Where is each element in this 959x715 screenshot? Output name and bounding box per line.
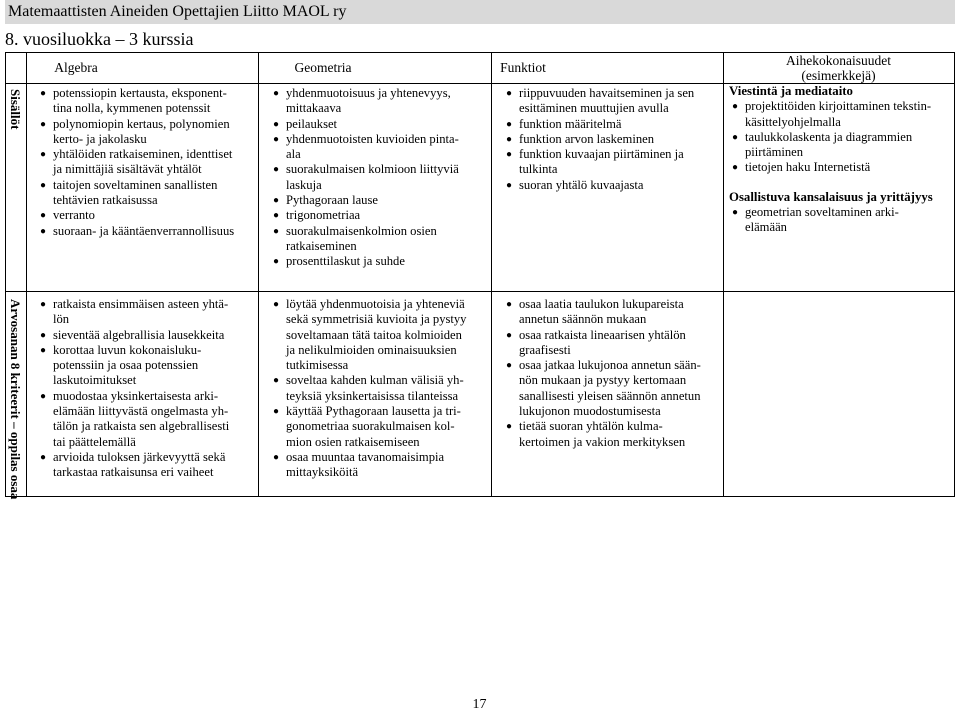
themes-header-line2: (esimerkkejä) bbox=[801, 68, 876, 83]
list-item bbox=[37, 178, 257, 209]
table-bottom-border bbox=[5, 496, 955, 497]
list-item bbox=[503, 358, 723, 419]
list-item bbox=[37, 117, 257, 148]
list-item bbox=[37, 389, 257, 450]
list-item bbox=[37, 328, 257, 343]
list-item bbox=[270, 117, 490, 132]
bullet-list bbox=[503, 297, 723, 450]
bullet-icon: ● bbox=[272, 210, 280, 222]
list-item-line: sieventää algebrallisia lausekkeita bbox=[53, 327, 225, 342]
list-item-line: funktion kuvaajan piirtäminen ja bbox=[519, 147, 684, 162]
list-item-line: osaa muuntaa tavanomaisimpia bbox=[286, 449, 445, 464]
list-item-line: nön mukaan ja pystyy kertomaan bbox=[519, 373, 687, 388]
bullet-icon: ● bbox=[272, 451, 280, 463]
bullet-icon: ● bbox=[272, 256, 280, 268]
bullet-list bbox=[503, 86, 723, 193]
criteria-functions-cell bbox=[503, 297, 723, 450]
list-item-line: tai päättelemällä bbox=[53, 434, 136, 449]
list-item-line: löytää yhdenmuotoisia ja yhteneviä bbox=[286, 297, 465, 311]
list-item-line: gonometriaa suorakulmaisen kol- bbox=[286, 419, 455, 434]
list-item-line: mittayksiköitä bbox=[286, 465, 359, 480]
bullet-icon: ● bbox=[272, 375, 280, 387]
list-item-line: funktion arvon laskeminen bbox=[519, 131, 655, 146]
list-item-line: ratkaista ensimmäisen asteen yhtä- bbox=[53, 297, 229, 311]
list-item-line: verranto bbox=[53, 208, 95, 223]
content-geometry-cell bbox=[270, 86, 490, 270]
list-item-line: graafisesti bbox=[519, 342, 571, 357]
list-item-line: esittäminen muuttujien avulla bbox=[519, 101, 669, 116]
list-item-line: mittakaava bbox=[286, 101, 342, 116]
bullet-icon: ● bbox=[39, 118, 47, 130]
list-item-line: kerto- ja jakolasku bbox=[53, 131, 147, 146]
bullet-icon: ● bbox=[272, 406, 280, 418]
list-item bbox=[270, 373, 490, 404]
list-item-line: prosenttilaskut ja suhde bbox=[286, 254, 405, 269]
list-item-line: elämään bbox=[745, 220, 787, 235]
list-item-line: tälön ja ratkaista sen algebrallisesti bbox=[53, 419, 230, 434]
list-item bbox=[270, 404, 490, 450]
column-header-functions: Funktiot bbox=[500, 60, 546, 75]
list-item-line: korottaa luvun kokonaisluku- bbox=[53, 342, 202, 357]
list-item-line: tarkastaa ratkaisunsa eri vaiheet bbox=[53, 465, 214, 480]
column-header-algebra: Algebra bbox=[54, 60, 98, 75]
media-literacy-heading: Viestintä ja mediataito bbox=[729, 84, 853, 98]
functions-column-divider bbox=[723, 52, 724, 497]
list-item-line: lön bbox=[53, 312, 70, 327]
organization-name: Matemaattisten Aineiden Opettajien Liitto MAOL ry bbox=[8, 3, 347, 20]
citizenship-heading: Osallistuva kansalaisuus ja yrittäjyys bbox=[729, 189, 933, 204]
list-item-line: funktion määritelmä bbox=[519, 116, 622, 131]
list-item-line: yhtälöiden ratkaiseminen, identtiset bbox=[53, 147, 233, 162]
list-item-line: osaa jatkaa lukujonoa annetun sään- bbox=[519, 358, 701, 373]
list-item-line: potenssiopin kertausta, eksponent- bbox=[53, 86, 227, 100]
list-item bbox=[270, 132, 490, 163]
list-item-line: potenssiin ja osaa potenssien bbox=[53, 358, 199, 373]
list-item-line: ja nimittäjiä sisältävät yhtälöt bbox=[53, 162, 202, 177]
bullet-icon: ● bbox=[731, 101, 739, 113]
list-item bbox=[270, 162, 490, 193]
list-item bbox=[729, 130, 954, 161]
list-item-line: suorakulmaisenkolmion osien bbox=[286, 223, 437, 238]
bullet-list bbox=[37, 86, 257, 239]
bullet-icon: ● bbox=[39, 451, 47, 463]
table-right-border bbox=[954, 52, 955, 497]
list-item bbox=[270, 208, 490, 223]
list-item-line: muodostaa yksinkertaisesta arki- bbox=[53, 388, 219, 403]
list-item-line: soveltamaan tätä taitoa kolmioiden bbox=[286, 327, 462, 342]
list-item-line: osaa laatia taulukon lukupareista bbox=[519, 297, 684, 311]
list-item-line: sanallisesti yleisen säännön annetun bbox=[519, 388, 701, 403]
list-item-line: ratkaiseminen bbox=[286, 238, 357, 253]
bullet-icon: ● bbox=[272, 133, 280, 145]
bullet-icon: ● bbox=[272, 118, 280, 130]
list-item-line: tina nolla, kymmenen potenssit bbox=[53, 101, 211, 116]
list-item bbox=[37, 208, 257, 223]
list-item-line: arvioida tuloksen järkevyyttä sekä bbox=[53, 449, 226, 464]
list-item-line: ala bbox=[286, 147, 301, 162]
list-item bbox=[503, 132, 723, 147]
bullet-list bbox=[729, 99, 954, 175]
list-item bbox=[37, 297, 257, 328]
bullet-icon: ● bbox=[505, 179, 513, 191]
list-item bbox=[37, 224, 257, 239]
column-header-geometry: Geometria bbox=[294, 60, 352, 75]
bullet-icon: ● bbox=[39, 329, 47, 341]
list-item-line: tulkinta bbox=[519, 162, 558, 177]
list-item bbox=[503, 117, 723, 132]
list-item bbox=[270, 193, 490, 208]
bullet-icon: ● bbox=[39, 210, 47, 222]
list-item bbox=[729, 99, 954, 130]
list-item-line: tutkimisessa bbox=[286, 358, 349, 373]
bullet-icon: ● bbox=[731, 207, 739, 219]
bullet-list bbox=[729, 205, 954, 236]
list-item-line: suoraan- ja kääntäenverrannollisuus bbox=[53, 223, 235, 238]
list-item-line: kertoimen ja vakion merkityksen bbox=[519, 434, 686, 449]
list-item-line: laskuja bbox=[286, 177, 322, 192]
list-item bbox=[270, 86, 490, 117]
list-item-line: laskutoimitukset bbox=[53, 373, 137, 388]
bullet-icon: ● bbox=[39, 88, 47, 99]
list-item-line: trigonometriaa bbox=[286, 208, 361, 223]
list-item-line: sekä symmetrisiä kuvioita ja pystyy bbox=[286, 312, 467, 327]
list-item-line: osaa ratkaista lineaarisen yhtälön bbox=[519, 327, 686, 342]
bullet-icon: ● bbox=[39, 344, 47, 356]
bullet-icon: ● bbox=[272, 164, 280, 176]
list-item-line: suoran yhtälö kuvaajasta bbox=[519, 177, 644, 192]
list-item-line: ja nelikulmioiden ominaisuuksien bbox=[286, 342, 457, 357]
list-item-line: taitojen soveltaminen sanallisten bbox=[53, 177, 218, 192]
list-item bbox=[503, 419, 723, 450]
bullet-icon: ● bbox=[39, 390, 47, 402]
content-row-divider bbox=[5, 291, 955, 292]
list-item-line: elämään liittyvästä ongelmasta yh- bbox=[53, 404, 229, 419]
bullet-icon: ● bbox=[731, 131, 739, 143]
list-item-line: Pythagoraan lause bbox=[286, 193, 378, 208]
bullet-icon: ● bbox=[505, 133, 513, 145]
bullet-icon: ● bbox=[731, 162, 739, 174]
content-algebra-cell bbox=[37, 86, 257, 239]
list-item-line: käsittelyohjelmalla bbox=[745, 114, 841, 129]
list-item-line: mion osien ratkaisemiseen bbox=[286, 434, 420, 449]
row-label-content: Sisällöt bbox=[8, 89, 23, 130]
list-item bbox=[503, 297, 723, 328]
column-header-themes bbox=[723, 53, 954, 83]
list-item bbox=[503, 147, 723, 178]
list-item bbox=[729, 205, 954, 236]
table-left-border bbox=[5, 52, 6, 497]
criteria-algebra-cell bbox=[37, 297, 257, 481]
bullet-icon: ● bbox=[505, 118, 513, 130]
algebra-column-divider bbox=[258, 52, 259, 497]
list-item-line: tehtävien ratkaisussa bbox=[53, 193, 158, 208]
list-item bbox=[270, 224, 490, 255]
criteria-geometry-cell bbox=[270, 297, 490, 481]
list-item bbox=[503, 86, 723, 117]
list-item-line: annetun säännön mukaan bbox=[519, 312, 647, 327]
bullet-list bbox=[37, 297, 257, 481]
page-title: 8. vuosiluokka – 3 kurssia bbox=[5, 29, 194, 49]
list-item-line: geometrian soveltaminen arki- bbox=[745, 205, 899, 220]
list-item bbox=[503, 178, 723, 193]
list-item bbox=[729, 160, 954, 175]
label-column-divider bbox=[26, 52, 27, 497]
list-item bbox=[270, 450, 490, 481]
list-item-line: peilaukset bbox=[286, 116, 338, 131]
list-item-line: tietojen haku Internetistä bbox=[745, 160, 871, 175]
list-item-line: taulukkolaskenta ja diagrammien bbox=[745, 129, 913, 144]
page-number: 17 bbox=[472, 697, 487, 712]
list-item-line: lukujonon muodostumisesta bbox=[519, 404, 661, 419]
bullet-list bbox=[270, 297, 490, 481]
row-label-criteria: Arvosanan 8 kriteerit – oppilas osaa bbox=[8, 299, 23, 500]
bullet-icon: ● bbox=[272, 195, 280, 207]
themes-header-line1: Aihekokonaisuudet bbox=[786, 53, 891, 68]
bullet-icon: ● bbox=[39, 179, 47, 191]
bullet-icon: ● bbox=[505, 88, 513, 99]
bullet-icon: ● bbox=[272, 88, 280, 99]
list-item bbox=[37, 147, 257, 178]
list-item bbox=[503, 328, 723, 359]
bullet-icon: ● bbox=[272, 299, 280, 310]
list-item bbox=[270, 254, 490, 269]
bullet-icon: ● bbox=[505, 329, 513, 341]
list-item-line: soveltaa kahden kulman välisiä yh- bbox=[286, 373, 464, 388]
list-item-line: käyttää Pythagoraan lausetta ja tri- bbox=[286, 404, 461, 419]
bullet-icon: ● bbox=[39, 299, 47, 310]
bullet-list bbox=[270, 86, 490, 270]
list-item-line: polynomiopin kertaus, polynomien bbox=[53, 116, 230, 131]
list-item-line: yhdenmuotoisuus ja yhtenevyys, bbox=[286, 86, 451, 100]
content-functions-cell bbox=[503, 86, 723, 193]
content-themes-cell bbox=[729, 84, 954, 236]
list-item-line: suorakulmaisen kolmioon liittyviä bbox=[286, 162, 459, 177]
list-item-line: riippuvuuden havaitseminen ja sen bbox=[519, 86, 695, 100]
bullet-icon: ● bbox=[39, 225, 47, 237]
bullet-icon: ● bbox=[505, 299, 513, 310]
geometry-column-divider bbox=[491, 52, 492, 497]
bullet-icon: ● bbox=[505, 360, 513, 372]
list-item bbox=[37, 343, 257, 389]
list-item-line: tietää suoran yhtälön kulma- bbox=[519, 419, 663, 434]
list-item bbox=[270, 297, 490, 373]
bullet-icon: ● bbox=[39, 149, 47, 161]
bullet-icon: ● bbox=[505, 149, 513, 161]
list-item-line: projektitöiden kirjoittaminen tekstin- bbox=[745, 99, 932, 114]
bullet-icon: ● bbox=[272, 225, 280, 237]
list-item bbox=[37, 86, 257, 117]
list-item bbox=[37, 450, 257, 481]
list-item-line: yhdenmuotoisten kuvioiden pinta- bbox=[286, 131, 459, 146]
bullet-icon: ● bbox=[505, 421, 513, 433]
list-item-line: piirtäminen bbox=[745, 145, 804, 160]
list-item-line: teyksiä yksinkertaisissa tilanteissa bbox=[286, 388, 459, 403]
